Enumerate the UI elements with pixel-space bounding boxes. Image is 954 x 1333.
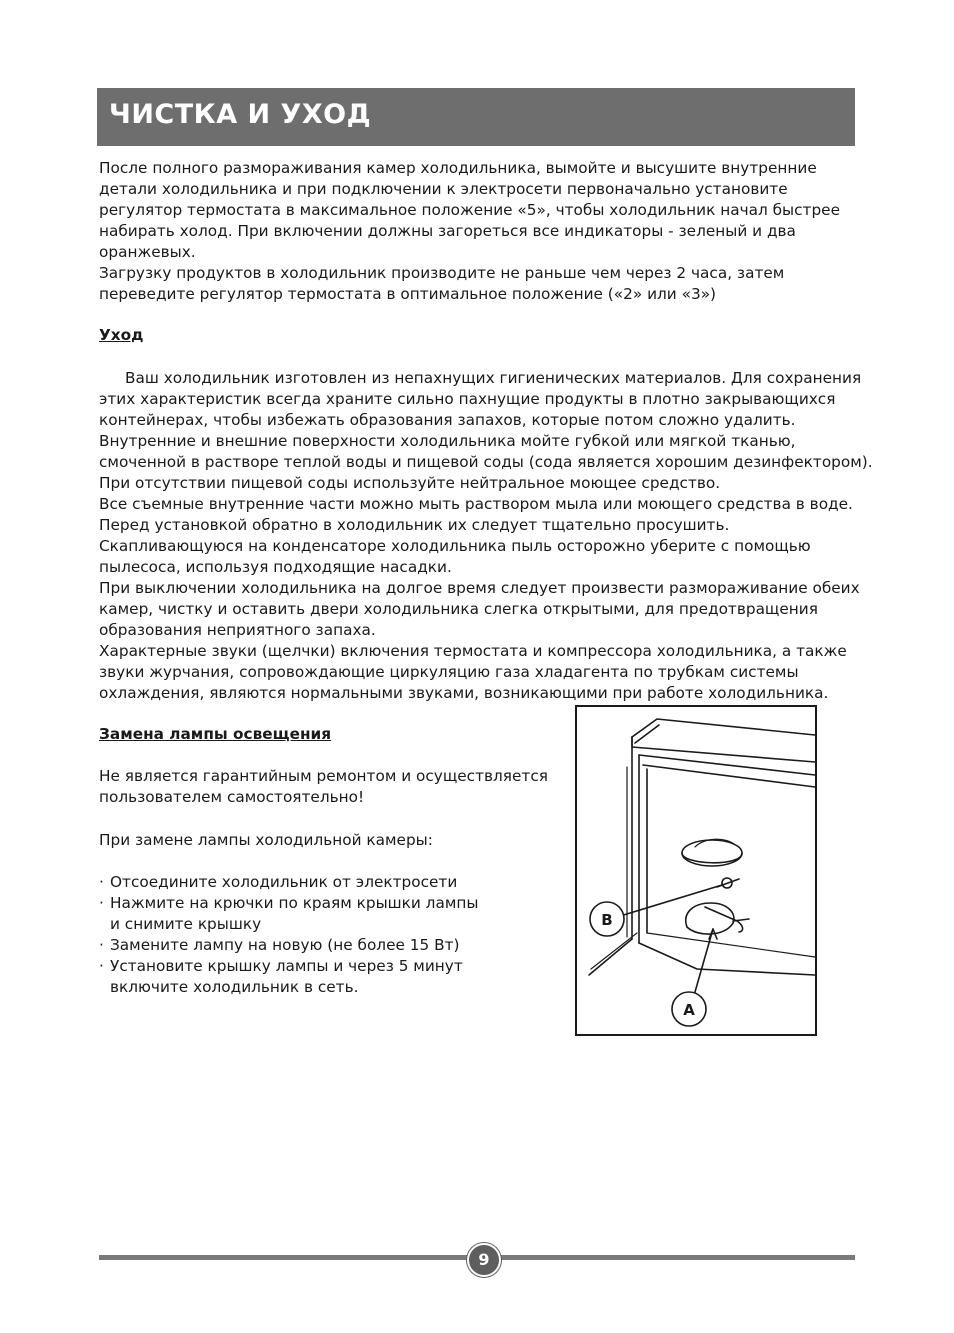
care-line: Скапливающуюся на конденсаторе холодильника пыль осторожно уберите с помощью xyxy=(99,537,811,555)
intro-line: детали холодильника и при подключении к электросети первоначально установите xyxy=(99,180,788,198)
care-line: пылесоса, используя подходящие насадки. xyxy=(99,558,452,576)
section-header xyxy=(97,88,855,146)
care-line: При выключении холодильника на долгое время следует произвести размораживание обеих xyxy=(99,579,860,597)
care-line: При отсутствии пищевой соды используйте нейтральное моющее средство. xyxy=(99,474,721,492)
care-line: Все съемные внутренние части можно мыть раствором мыла или моющего средства в воде. xyxy=(99,495,853,513)
care-line: образования неприятного запаха. xyxy=(99,621,376,639)
care-line: смоченной в растворе теплой воды и пищевой соды (сода является хорошим дезинфектором). xyxy=(99,453,873,471)
lamp-lead: При замене лампы холодильной камеры: xyxy=(99,831,433,849)
page-number: 9 xyxy=(467,1243,501,1277)
step-line: Замените лампу на новую (не более 15 Вт) xyxy=(110,936,460,954)
step-line: включите холодильник в сеть. xyxy=(110,978,359,996)
care-line: звуки журчания, сопровождающие циркуляцию газа хладагента по трубкам системы xyxy=(99,663,799,681)
lamp-note-line: пользователем самостоятельно! xyxy=(99,788,365,806)
care-line: Перед установкой обратно в холодильник их следует тщательно просушить. xyxy=(99,516,730,534)
lamp-note xyxy=(99,766,548,808)
lamp-note-line: Не является гарантийным ремонтом и осуществляется xyxy=(99,767,548,785)
list-item xyxy=(99,956,478,998)
lamp-heading: Замена лампы освещения xyxy=(99,725,332,743)
intro-paragraph xyxy=(99,158,840,305)
care-line: этих характеристик всегда храните сильно пахнущие продукты в плотно закрывающихся xyxy=(99,390,836,408)
lamp-diagram xyxy=(575,705,817,1036)
label-a: A xyxy=(683,1001,695,1019)
care-paragraph xyxy=(99,368,873,704)
intro-line: переведите регулятор термостата в оптимальное положение («2» или «3») xyxy=(99,285,717,303)
intro-line: набирать холод. При включении должны загореться все индикаторы - зеленый и два xyxy=(99,222,796,240)
care-line: камер, чистку и оставить двери холодильника слегка открытыми, для предотвращения xyxy=(99,600,818,618)
intro-line: оранжевых. xyxy=(99,243,196,261)
page-title: ЧИСТКА И УХОД xyxy=(109,99,372,130)
bullet-icon: · xyxy=(99,957,104,975)
list-item xyxy=(99,935,478,956)
care-heading: Уход xyxy=(99,326,144,344)
fridge-lamp-illustration xyxy=(577,707,815,1034)
bullet-icon: · xyxy=(99,873,104,891)
care-line: Ваш холодильник изготовлен из непахнущих гигиенических материалов. Для сохранения xyxy=(125,369,862,387)
step-line: Нажмите на крючки по краям крышки лампы xyxy=(110,894,479,912)
label-b: B xyxy=(601,911,613,929)
intro-line: После полного размораживания камер холодильника, вымойте и высушите внутренние xyxy=(99,159,817,177)
care-line: охлаждения, являются нормальными звуками, возникающими при работе холодильника. xyxy=(99,684,829,702)
bullet-icon: · xyxy=(99,936,104,954)
list-item xyxy=(99,872,478,893)
intro-line: Загрузку продуктов в холодильник производите не раньше чем через 2 часа, затем xyxy=(99,264,785,282)
intro-line: регулятор термостата в максимальное положение «5», чтобы холодильник начал быстрее xyxy=(99,201,840,219)
care-line: Характерные звуки (щелчки) включения термостата и компрессора холодильника, а также xyxy=(99,642,847,660)
list-item xyxy=(99,893,478,935)
step-line: Установите крышку лампы и через 5 минут xyxy=(110,957,463,975)
lamp-steps xyxy=(99,872,478,998)
step-line: и снимите крышку xyxy=(110,915,262,933)
care-line: Внутренние и внешние поверхности холодильника мойте губкой или мягкой тканью, xyxy=(99,432,796,450)
step-line: Отсоедините холодильник от электросети xyxy=(110,873,458,891)
care-line: контейнерах, чтобы избежать образования запахов, которые потом сложно удалить. xyxy=(99,411,796,429)
bullet-icon: · xyxy=(99,894,104,912)
